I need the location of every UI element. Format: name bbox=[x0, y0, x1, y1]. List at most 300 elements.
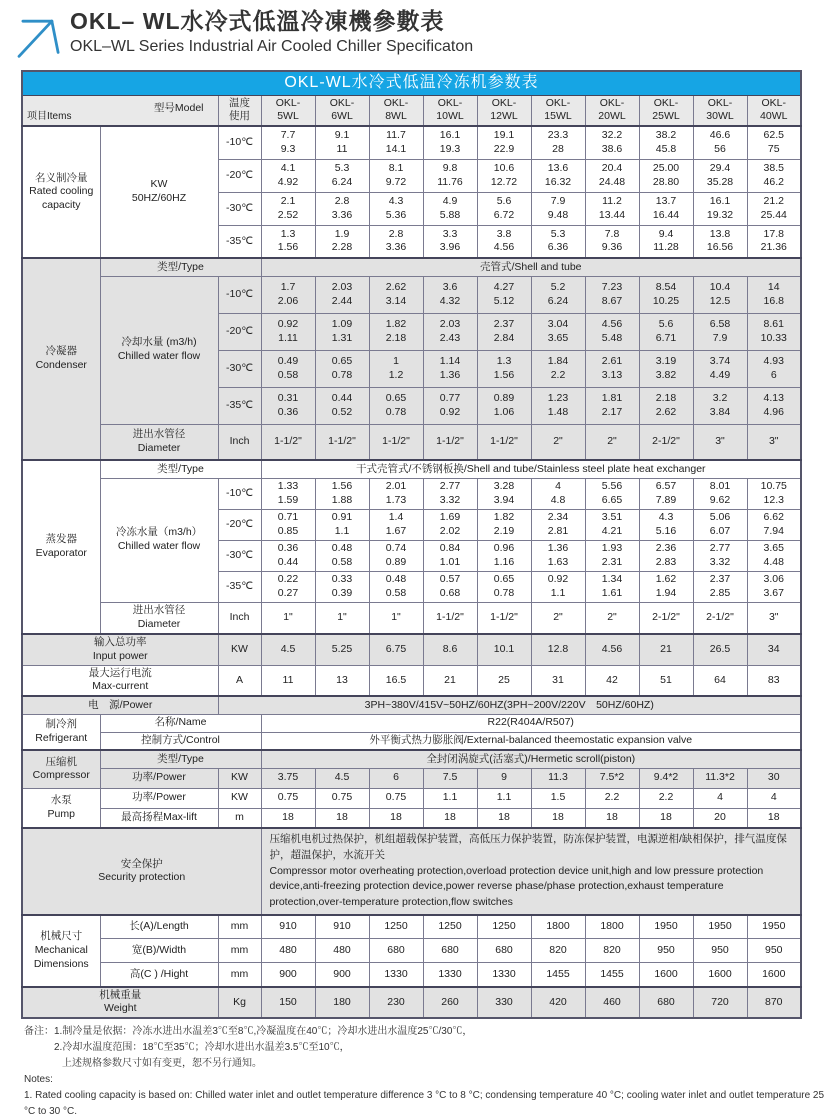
value-cell: 420 bbox=[531, 987, 585, 1018]
value-cell: 1-1/2" bbox=[369, 424, 423, 460]
value-cell: 680 bbox=[639, 987, 693, 1018]
temp-cell: -30℃ bbox=[218, 192, 261, 225]
note-line: 上述规格参数尺寸如有变更，恕不另行通知。 bbox=[62, 1058, 262, 1070]
refrigerant-name-value: R22(R404A/R507) bbox=[261, 714, 801, 732]
value-cell: 1.82 2.19 bbox=[477, 509, 531, 540]
value-cell: 330 bbox=[477, 987, 531, 1018]
temp-cell: -35℃ bbox=[218, 571, 261, 602]
value-cell: 4.5 bbox=[315, 768, 369, 788]
param-label: 进出水管径 Diameter bbox=[100, 602, 218, 634]
param-label: 功率/Power bbox=[100, 768, 218, 788]
value-cell: 5.25 bbox=[315, 634, 369, 665]
value-cell: 1-1/2" bbox=[423, 424, 477, 460]
value-cell: 4.13 4.96 bbox=[747, 387, 801, 424]
temp-cell: -35℃ bbox=[218, 387, 261, 424]
value-cell: 1250 bbox=[369, 915, 423, 939]
value-cell: 11.3 bbox=[531, 768, 585, 788]
value-cell: 7.7 9.3 bbox=[261, 126, 315, 159]
value-cell: 3.19 3.82 bbox=[639, 350, 693, 387]
value-cell: 42 bbox=[585, 665, 639, 696]
value-cell: 1-1/2" bbox=[477, 602, 531, 634]
value-cell: 1950 bbox=[639, 915, 693, 939]
model-header-30wl: OKL- 30WL bbox=[693, 95, 747, 126]
value-cell: 2.77 3.32 bbox=[423, 478, 477, 509]
value-cell: 820 bbox=[585, 939, 639, 963]
value-cell: 3.6 4.32 bbox=[423, 276, 477, 313]
param-label: 高(C ) /Hight bbox=[100, 963, 218, 987]
value-cell: 2.77 3.32 bbox=[693, 540, 747, 571]
type-value: 干式壳管式/不锈钢板换/Shell and tube/Stainless steel plate heat exchanger bbox=[261, 460, 801, 478]
value-cell: 680 bbox=[369, 939, 423, 963]
value-cell: 1" bbox=[261, 602, 315, 634]
value-cell: 38.2 45.8 bbox=[639, 126, 693, 159]
value-cell: 1.1 bbox=[477, 788, 531, 808]
value-cell: 1.34 1.61 bbox=[585, 571, 639, 602]
value-cell: 6.58 7.9 bbox=[693, 313, 747, 350]
value-cell: 18 bbox=[585, 808, 639, 828]
value-cell: 0.49 0.58 bbox=[261, 350, 315, 387]
value-cell: 7.8 9.36 bbox=[585, 225, 639, 258]
value-cell: 2.03 2.43 bbox=[423, 313, 477, 350]
value-cell: 1.36 1.63 bbox=[531, 540, 585, 571]
value-cell: 0.65 0.78 bbox=[369, 387, 423, 424]
row-input-power: 输入总功率 Input power bbox=[22, 634, 218, 665]
value-cell: 5.06 6.07 bbox=[693, 509, 747, 540]
section-mechanical-dimensions: 机械尺寸 Mechanical Dimensions bbox=[22, 915, 100, 987]
value-cell: 9.1 11 bbox=[315, 126, 369, 159]
value-cell: 1-1/2" bbox=[423, 602, 477, 634]
param-label: 类型/Type bbox=[100, 460, 261, 478]
value-cell: 0.75 bbox=[315, 788, 369, 808]
value-cell: 1800 bbox=[585, 915, 639, 939]
model-header-label: 型号Model bbox=[153, 101, 204, 114]
value-cell: 29.4 35.28 bbox=[693, 159, 747, 192]
value-cell: 3.28 3.94 bbox=[477, 478, 531, 509]
unit-cell: Kg bbox=[218, 987, 261, 1018]
unit-cell: Inch bbox=[218, 424, 261, 460]
param-label: 类型/Type bbox=[100, 258, 261, 276]
value-cell: 2-1/2" bbox=[639, 602, 693, 634]
value-cell: 10.6 12.72 bbox=[477, 159, 531, 192]
value-cell: 4.3 5.16 bbox=[639, 509, 693, 540]
value-cell: 16.5 bbox=[369, 665, 423, 696]
value-cell: 7.5*2 bbox=[585, 768, 639, 788]
model-header-40wl: OKL- 40WL bbox=[747, 95, 801, 126]
value-cell: 10.75 12.3 bbox=[747, 478, 801, 509]
note-line: 备注：1.制冷量是依据：冷冻水进出水温差3℃至8℃,冷凝温度在40℃；冷却水进出水温度25℃/30℃， bbox=[24, 1026, 473, 1038]
security-protection-value: 压缩机电机过热保护，机组超载保护装置，高低压力保护装置，防冻保护装置，电源逆相/缺相保护，排气温度保护，超温保护，水流开关 Compressor motor overheating protection,overload protection device unit,high and low pressure protection device,anti-freezing protection device,power reverse phase/phase protection,exhaust temperature protection,over-temperature protection,flow switches bbox=[261, 828, 801, 915]
value-cell: 9 bbox=[477, 768, 531, 788]
value-cell: 260 bbox=[423, 987, 477, 1018]
arrow-up-right-icon bbox=[12, 10, 62, 62]
value-cell: 1.84 2.2 bbox=[531, 350, 585, 387]
value-cell: 480 bbox=[261, 939, 315, 963]
temp-cell: -10℃ bbox=[218, 478, 261, 509]
value-cell: 11.3*2 bbox=[693, 768, 747, 788]
value-cell: 34 bbox=[747, 634, 801, 665]
value-cell: 11.2 13.44 bbox=[585, 192, 639, 225]
type-value: 壳管式/Shell and tube bbox=[261, 258, 801, 276]
temp-cell: -20℃ bbox=[218, 313, 261, 350]
temp-cell: -10℃ bbox=[218, 126, 261, 159]
value-cell: 9.4 11.28 bbox=[639, 225, 693, 258]
value-cell: 1800 bbox=[531, 915, 585, 939]
value-cell: 21 bbox=[639, 634, 693, 665]
value-cell: 2" bbox=[531, 424, 585, 460]
value-cell: 1.69 2.02 bbox=[423, 509, 477, 540]
value-cell: 2" bbox=[531, 602, 585, 634]
value-cell: 8.1 9.72 bbox=[369, 159, 423, 192]
value-cell: 910 bbox=[315, 915, 369, 939]
param-label: 冷却水量 (m3/h) Chilled water flow bbox=[100, 276, 218, 424]
value-cell: 4.9 5.88 bbox=[423, 192, 477, 225]
value-cell: 5.6 6.71 bbox=[639, 313, 693, 350]
value-cell: 4.56 bbox=[585, 634, 639, 665]
value-cell: 62.5 75 bbox=[747, 126, 801, 159]
value-cell: 1455 bbox=[585, 963, 639, 987]
spec-table bbox=[21, 70, 802, 1019]
value-cell: 950 bbox=[639, 939, 693, 963]
temp-cell: -20℃ bbox=[218, 159, 261, 192]
value-cell: 1.5 bbox=[531, 788, 585, 808]
value-cell: 8.61 10.33 bbox=[747, 313, 801, 350]
value-cell: 20.4 24.48 bbox=[585, 159, 639, 192]
value-cell: 21.2 25.44 bbox=[747, 192, 801, 225]
value-cell: 16.1 19.3 bbox=[423, 126, 477, 159]
value-cell: 18 bbox=[531, 808, 585, 828]
value-cell: 1250 bbox=[477, 915, 531, 939]
param-label: 类型/Type bbox=[100, 750, 261, 768]
value-cell: 460 bbox=[585, 987, 639, 1018]
value-cell: 9.4*2 bbox=[639, 768, 693, 788]
value-cell: 0.57 0.68 bbox=[423, 571, 477, 602]
value-cell: 150 bbox=[261, 987, 315, 1018]
value-cell: 2.18 2.62 bbox=[639, 387, 693, 424]
section-pump: 水泵 Pump bbox=[22, 788, 100, 828]
items-header-label: 项目Items bbox=[27, 111, 72, 123]
value-cell: 480 bbox=[315, 939, 369, 963]
notes bbox=[24, 1024, 828, 1120]
model-header-10wl: OKL- 10WL bbox=[423, 95, 477, 126]
value-cell: 3" bbox=[693, 424, 747, 460]
value-cell: 1600 bbox=[639, 963, 693, 987]
value-cell: 0.91 1.1 bbox=[315, 509, 369, 540]
value-cell: 3" bbox=[747, 602, 801, 634]
value-cell: 0.48 0.58 bbox=[315, 540, 369, 571]
value-cell: 1330 bbox=[423, 963, 477, 987]
value-cell: 2" bbox=[585, 602, 639, 634]
value-cell: 1.3 1.56 bbox=[261, 225, 315, 258]
value-cell: 1600 bbox=[693, 963, 747, 987]
value-cell: 18 bbox=[639, 808, 693, 828]
model-header-12wl: OKL- 12WL bbox=[477, 95, 531, 126]
value-cell: 11.7 14.1 bbox=[369, 126, 423, 159]
model-header-5wl: OKL- 5WL bbox=[261, 95, 315, 126]
value-cell: 6.57 7.89 bbox=[639, 478, 693, 509]
value-cell: 2.2 bbox=[585, 788, 639, 808]
value-cell: 18 bbox=[477, 808, 531, 828]
value-cell: 0.31 0.36 bbox=[261, 387, 315, 424]
row-weight: 机械重量 Weight bbox=[22, 987, 218, 1018]
unit-cell: A bbox=[218, 665, 261, 696]
unit-cell: KW 50HZ/60HZ bbox=[100, 126, 218, 258]
value-cell: 1.93 2.31 bbox=[585, 540, 639, 571]
temp-cell: -20℃ bbox=[218, 509, 261, 540]
section-compressor: 压缩机 Compressor bbox=[22, 750, 100, 788]
value-cell: 2.2 bbox=[639, 788, 693, 808]
value-cell: 6.75 bbox=[369, 634, 423, 665]
value-cell: 0.36 0.44 bbox=[261, 540, 315, 571]
unit-cell: mm bbox=[218, 915, 261, 939]
value-cell: 4 bbox=[747, 788, 801, 808]
note-line: 1. Rated cooling capacity is based on: Chilled water inlet and outlet temperature difference 3 °C to 8 °C; condensing temperature 40 °C; cooling water inlet and outlet temperature 25 °C to 30 °C. bbox=[24, 1090, 825, 1118]
value-cell: 1.81 2.17 bbox=[585, 387, 639, 424]
value-cell: 3" bbox=[747, 424, 801, 460]
row-max-current: 最大运行电流 Max-current bbox=[22, 665, 218, 696]
value-cell: 3.75 bbox=[261, 768, 315, 788]
value-cell: 0.65 0.78 bbox=[315, 350, 369, 387]
value-cell: 46.6 56 bbox=[693, 126, 747, 159]
value-cell: 6 bbox=[369, 768, 423, 788]
value-cell: 21 bbox=[423, 665, 477, 696]
value-cell: 4.5 bbox=[261, 634, 315, 665]
value-cell: 10.4 12.5 bbox=[693, 276, 747, 313]
value-cell: 5.2 6.24 bbox=[531, 276, 585, 313]
param-label: 宽(B)/Width bbox=[100, 939, 218, 963]
value-cell: 1.3 1.56 bbox=[477, 350, 531, 387]
value-cell: 12.8 bbox=[531, 634, 585, 665]
value-cell: 4.1 4.92 bbox=[261, 159, 315, 192]
row-security-protection: 安全保护 Security protection bbox=[22, 828, 261, 915]
section-evaporator: 蒸发器 Evaporator bbox=[22, 460, 100, 634]
value-cell: 3.2 3.84 bbox=[693, 387, 747, 424]
page-header bbox=[0, 0, 828, 66]
value-cell: 32.2 38.6 bbox=[585, 126, 639, 159]
value-cell: 13 bbox=[315, 665, 369, 696]
param-label: 冷冻水量（m3/h） Chilled water flow bbox=[100, 478, 218, 602]
value-cell: 0.74 0.89 bbox=[369, 540, 423, 571]
value-cell: 870 bbox=[747, 987, 801, 1018]
value-cell: 3.3 3.96 bbox=[423, 225, 477, 258]
value-cell: 230 bbox=[369, 987, 423, 1018]
value-cell: 3.65 4.48 bbox=[747, 540, 801, 571]
value-cell: 900 bbox=[315, 963, 369, 987]
value-cell: 19.1 22.9 bbox=[477, 126, 531, 159]
value-cell: 2-1/2" bbox=[693, 602, 747, 634]
value-cell: 4 4.8 bbox=[531, 478, 585, 509]
value-cell: 1950 bbox=[693, 915, 747, 939]
value-cell: 18 bbox=[369, 808, 423, 828]
unit-cell: Inch bbox=[218, 602, 261, 634]
value-cell: 83 bbox=[747, 665, 801, 696]
value-cell: 14 16.8 bbox=[747, 276, 801, 313]
value-cell: 1.7 2.06 bbox=[261, 276, 315, 313]
value-cell: 3.06 3.67 bbox=[747, 571, 801, 602]
value-cell: 2.62 3.14 bbox=[369, 276, 423, 313]
param-label: 进出水管径 Diameter bbox=[100, 424, 218, 460]
note-line: 2.冷却水温度范围：18℃至35℃；冷却水进出水温差3.5℃至10℃， bbox=[54, 1042, 350, 1054]
section-refrigerant: 制冷剂 Refrigerant bbox=[22, 714, 100, 750]
param-label: 最高扬程Max-lift bbox=[100, 808, 218, 828]
value-cell: 5.3 6.24 bbox=[315, 159, 369, 192]
value-cell: 0.65 0.78 bbox=[477, 571, 531, 602]
value-cell: 8.54 10.25 bbox=[639, 276, 693, 313]
value-cell: 1455 bbox=[531, 963, 585, 987]
value-cell: 1.4 1.67 bbox=[369, 509, 423, 540]
value-cell: 1.14 1.36 bbox=[423, 350, 477, 387]
value-cell: 0.84 1.01 bbox=[423, 540, 477, 571]
value-cell: 25.00 28.80 bbox=[639, 159, 693, 192]
value-cell: 2.37 2.84 bbox=[477, 313, 531, 350]
value-cell: 2.03 2.44 bbox=[315, 276, 369, 313]
corner-header bbox=[22, 95, 218, 126]
value-cell: 2.34 2.81 bbox=[531, 509, 585, 540]
value-cell: 26.5 bbox=[693, 634, 747, 665]
value-cell: 180 bbox=[315, 987, 369, 1018]
param-label: 名称/Name bbox=[100, 714, 261, 732]
param-label: 控制方式/Control bbox=[100, 732, 261, 750]
value-cell: 9.8 11.76 bbox=[423, 159, 477, 192]
value-cell: 900 bbox=[261, 963, 315, 987]
value-cell: 1-1/2" bbox=[261, 424, 315, 460]
temp-cell: -30℃ bbox=[218, 350, 261, 387]
value-cell: 10.1 bbox=[477, 634, 531, 665]
value-cell: 38.5 46.2 bbox=[747, 159, 801, 192]
value-cell: 2.1 2.52 bbox=[261, 192, 315, 225]
value-cell: 3.04 3.65 bbox=[531, 313, 585, 350]
unit-cell: KW bbox=[218, 788, 261, 808]
value-cell: 11 bbox=[261, 665, 315, 696]
value-cell: 1" bbox=[315, 602, 369, 634]
temp-cell: -30℃ bbox=[218, 540, 261, 571]
value-cell: 4.93 6 bbox=[747, 350, 801, 387]
value-cell: 30 bbox=[747, 768, 801, 788]
param-label: 功率/Power bbox=[100, 788, 218, 808]
value-cell: 1600 bbox=[747, 963, 801, 987]
value-cell: 1.62 1.94 bbox=[639, 571, 693, 602]
model-header-15wl: OKL- 15WL bbox=[531, 95, 585, 126]
value-cell: 13.7 16.44 bbox=[639, 192, 693, 225]
value-cell: 1250 bbox=[423, 915, 477, 939]
param-label: 长(A)/Length bbox=[100, 915, 218, 939]
value-cell: 1.56 1.88 bbox=[315, 478, 369, 509]
value-cell: 3.8 4.56 bbox=[477, 225, 531, 258]
value-cell: 7.23 8.67 bbox=[585, 276, 639, 313]
value-cell: 13.6 16.32 bbox=[531, 159, 585, 192]
value-cell: 0.48 0.58 bbox=[369, 571, 423, 602]
value-cell: 1-1/2" bbox=[315, 424, 369, 460]
value-cell: 20 bbox=[693, 808, 747, 828]
value-cell: 0.75 bbox=[261, 788, 315, 808]
temp-cell: -35℃ bbox=[218, 225, 261, 258]
value-cell: 2.8 3.36 bbox=[369, 225, 423, 258]
note-line: Notes: bbox=[24, 1074, 53, 1086]
value-cell: 7.5 bbox=[423, 768, 477, 788]
value-cell: 5.3 6.36 bbox=[531, 225, 585, 258]
value-cell: 0.92 1.1 bbox=[531, 571, 585, 602]
value-cell: 0.77 0.92 bbox=[423, 387, 477, 424]
value-cell: 23.3 28 bbox=[531, 126, 585, 159]
row-power: 电 源/Power bbox=[22, 696, 218, 714]
value-cell: 1" bbox=[369, 602, 423, 634]
value-cell: 0.89 1.06 bbox=[477, 387, 531, 424]
model-header-25wl: OKL- 25WL bbox=[639, 95, 693, 126]
unit-cell: KW bbox=[218, 634, 261, 665]
control-value: 外平衡式热力膨胀阀/External-balanced theemostatic expansion valve bbox=[261, 732, 801, 750]
value-cell: 2" bbox=[585, 424, 639, 460]
value-cell: 18 bbox=[423, 808, 477, 828]
value-cell: 1330 bbox=[369, 963, 423, 987]
value-cell: 0.22 0.27 bbox=[261, 571, 315, 602]
value-cell: 25 bbox=[477, 665, 531, 696]
value-cell: 1.9 2.28 bbox=[315, 225, 369, 258]
value-cell: 0.44 0.52 bbox=[315, 387, 369, 424]
value-cell: 7.9 9.48 bbox=[531, 192, 585, 225]
value-cell: 950 bbox=[693, 939, 747, 963]
power-value: 3PH~380V/415V~50HZ/60HZ(3PH~200V/220V 50HZ/60HZ) bbox=[218, 696, 801, 714]
temp-use-header: 温度 使用 bbox=[218, 95, 261, 126]
unit-cell: KW bbox=[218, 768, 261, 788]
value-cell: 17.8 21.36 bbox=[747, 225, 801, 258]
value-cell: 2.37 2.85 bbox=[693, 571, 747, 602]
unit-cell: m bbox=[218, 808, 261, 828]
value-cell: 2.36 2.83 bbox=[639, 540, 693, 571]
unit-cell: mm bbox=[218, 939, 261, 963]
value-cell: 4.56 5.48 bbox=[585, 313, 639, 350]
value-cell: 720 bbox=[693, 987, 747, 1018]
value-cell: 51 bbox=[639, 665, 693, 696]
value-cell: 3.74 4.49 bbox=[693, 350, 747, 387]
model-header-8wl: OKL- 8WL bbox=[369, 95, 423, 126]
value-cell: 5.6 6.72 bbox=[477, 192, 531, 225]
value-cell: 2-1/2" bbox=[639, 424, 693, 460]
value-cell: 18 bbox=[747, 808, 801, 828]
value-cell: 0.33 0.39 bbox=[315, 571, 369, 602]
section-condenser: 冷凝器 Condenser bbox=[22, 258, 100, 460]
value-cell: 0.75 bbox=[369, 788, 423, 808]
value-cell: 820 bbox=[531, 939, 585, 963]
value-cell: 680 bbox=[423, 939, 477, 963]
model-header-20wl: OKL- 20WL bbox=[585, 95, 639, 126]
value-cell: 1.33 1.59 bbox=[261, 478, 315, 509]
value-cell: 0.71 0.85 bbox=[261, 509, 315, 540]
value-cell: 18 bbox=[315, 808, 369, 828]
value-cell: 5.56 6.65 bbox=[585, 478, 639, 509]
model-header-6wl: OKL- 6WL bbox=[315, 95, 369, 126]
value-cell: 4.3 5.36 bbox=[369, 192, 423, 225]
value-cell: 6.62 7.94 bbox=[747, 509, 801, 540]
value-cell: 1.09 1.31 bbox=[315, 313, 369, 350]
value-cell: 1950 bbox=[747, 915, 801, 939]
value-cell: 3.51 4.21 bbox=[585, 509, 639, 540]
value-cell: 950 bbox=[747, 939, 801, 963]
value-cell: 1.23 1.48 bbox=[531, 387, 585, 424]
value-cell: 64 bbox=[693, 665, 747, 696]
value-cell: 13.8 16.56 bbox=[693, 225, 747, 258]
section-rated-cooling: 名义制冷量 Rated cooling capacity bbox=[22, 126, 100, 258]
value-cell: 8.01 9.62 bbox=[693, 478, 747, 509]
value-cell: 1 1.2 bbox=[369, 350, 423, 387]
unit-cell: mm bbox=[218, 963, 261, 987]
temp-cell: -10℃ bbox=[218, 276, 261, 313]
value-cell: 0.96 1.16 bbox=[477, 540, 531, 571]
value-cell: 16.1 19.32 bbox=[693, 192, 747, 225]
table-banner-title: OKL-WL水冷式低温冷冻机参数表 bbox=[22, 71, 801, 95]
value-cell: 31 bbox=[531, 665, 585, 696]
value-cell: 2.01 1.73 bbox=[369, 478, 423, 509]
value-cell: 1330 bbox=[477, 963, 531, 987]
value-cell: 1.1 bbox=[423, 788, 477, 808]
